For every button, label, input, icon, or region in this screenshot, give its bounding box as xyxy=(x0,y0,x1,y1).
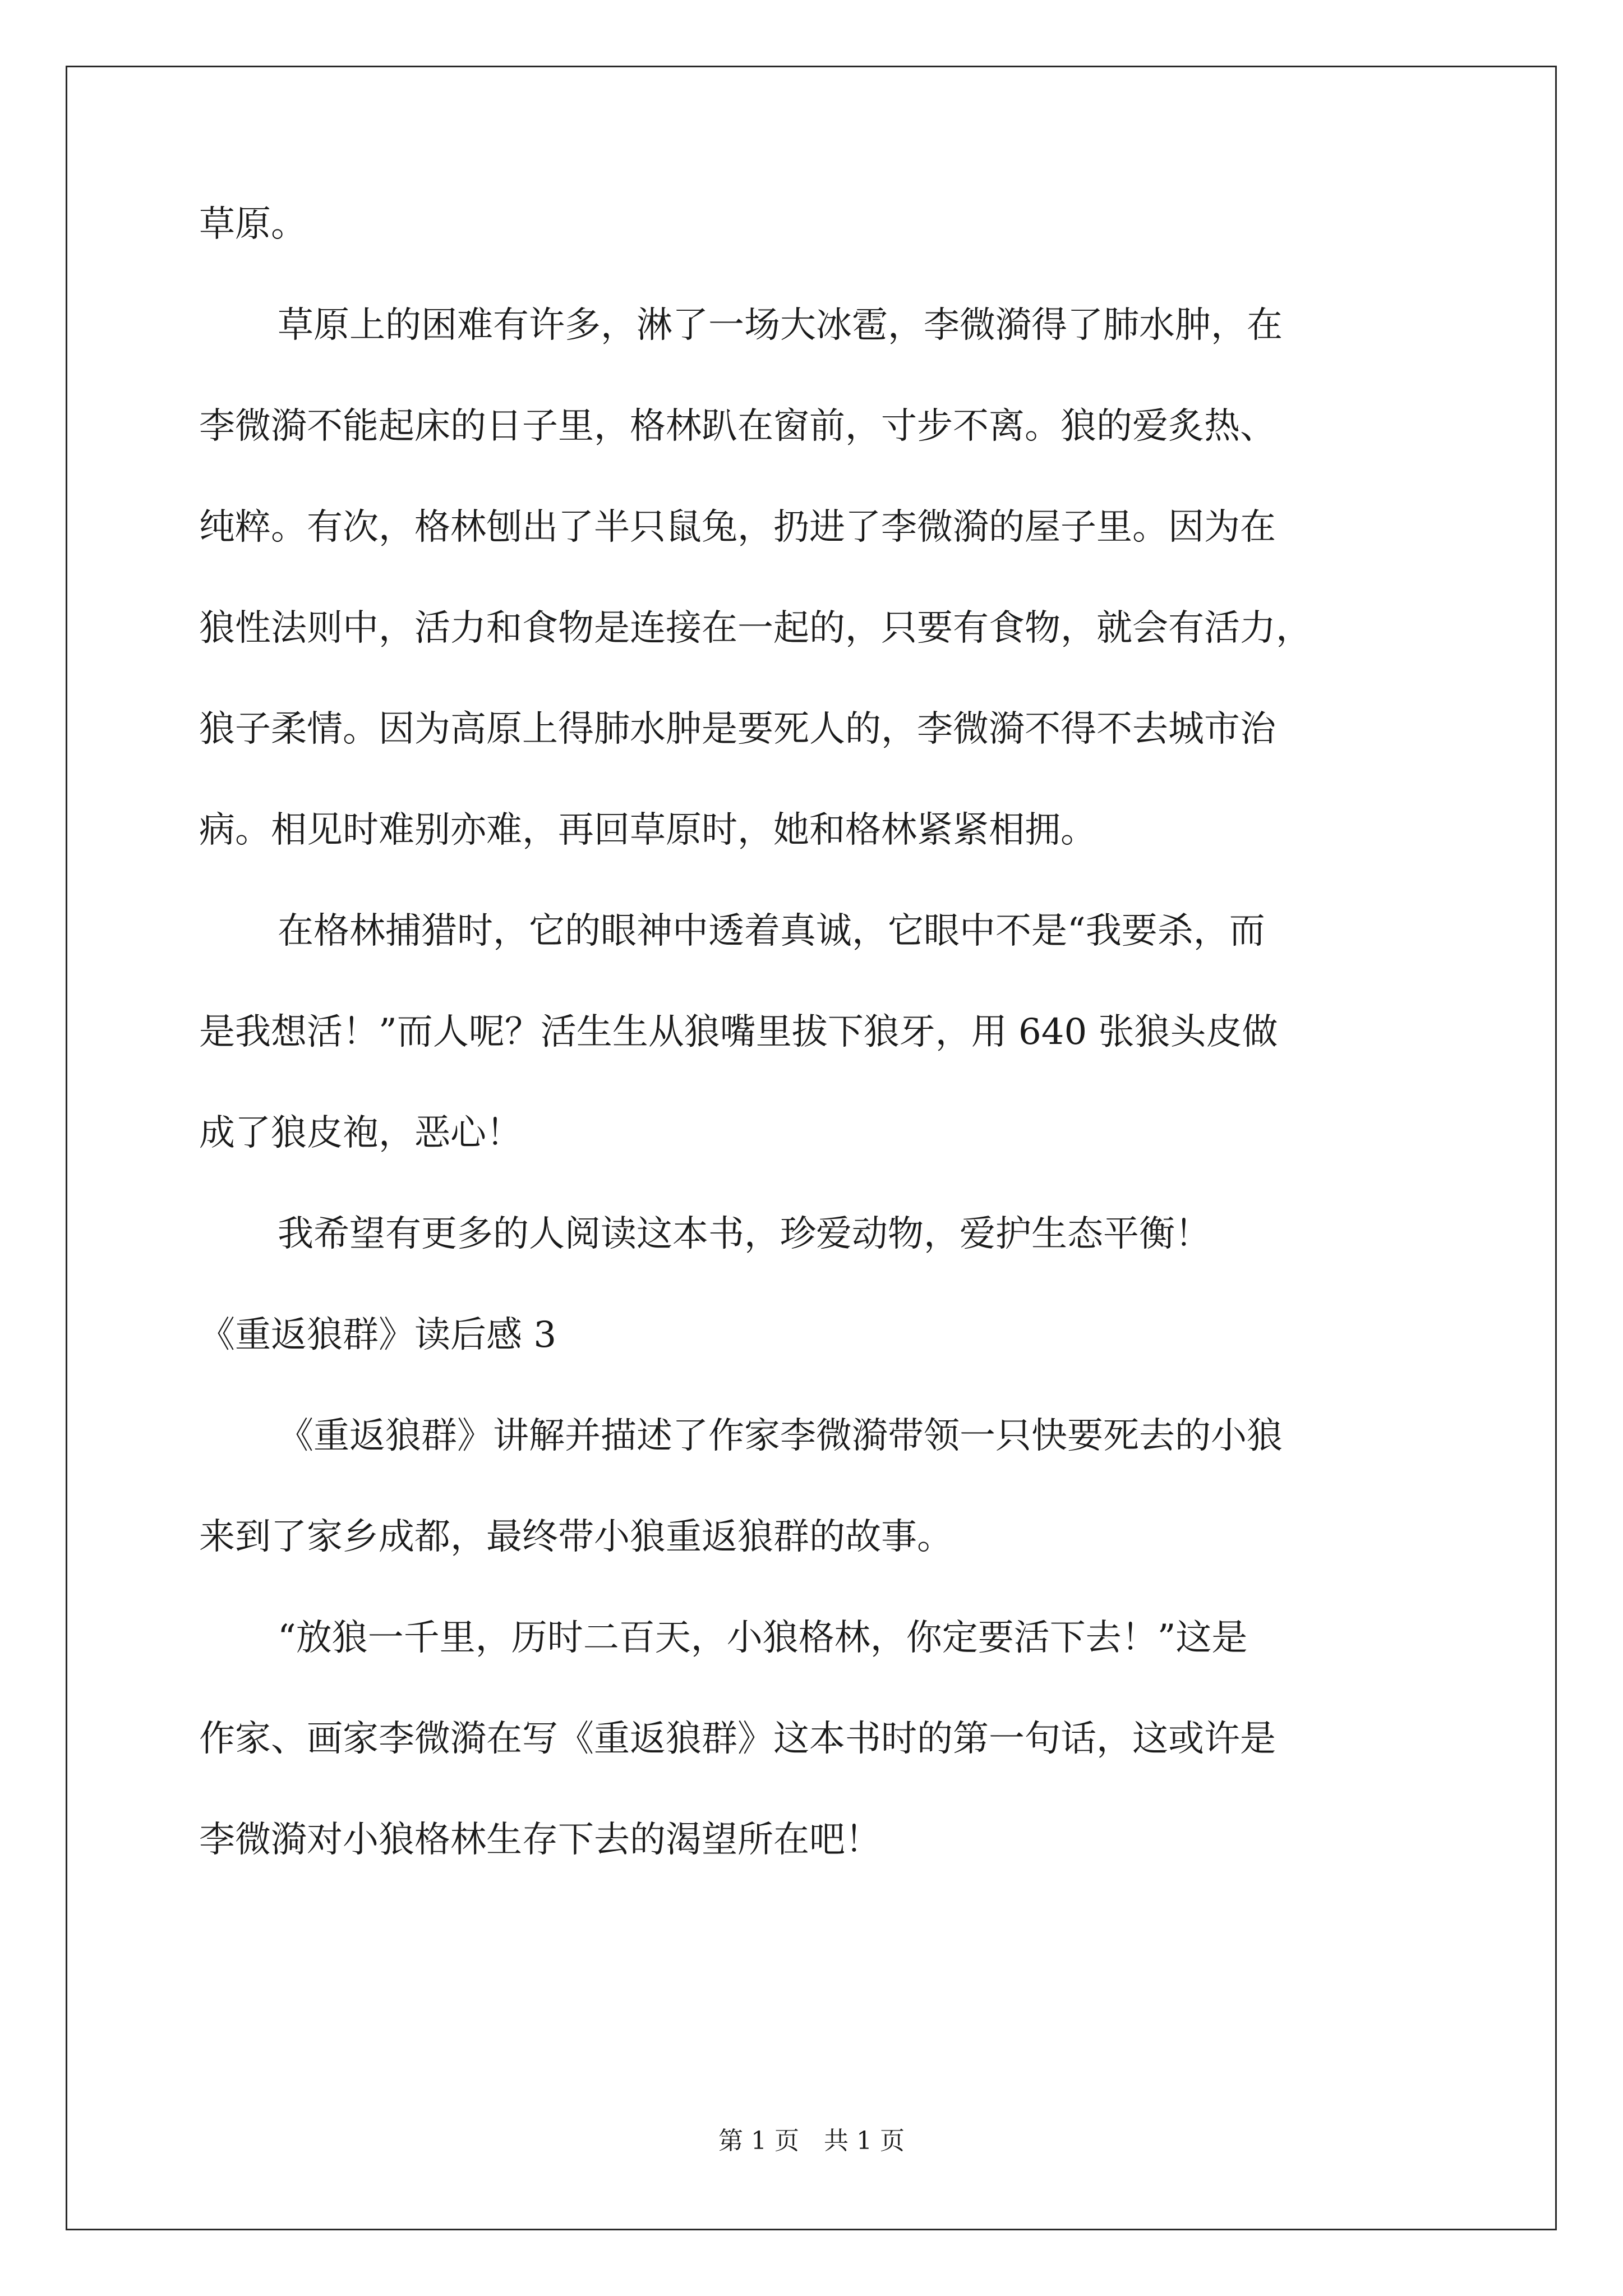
paragraph-line: 草原上的困难有许多，淋了一场大冰雹，李微漪得了肺水肿，在 xyxy=(278,305,1283,346)
paragraph-line: 在格林捕猎时，它的眼神中透着真诚，它眼中不是“我要杀，而 xyxy=(278,910,1265,952)
page-footer: 第 1 页 共 1 页 xyxy=(718,2127,905,2155)
paragraph-line: 作家、画家李微漪在写《重返狼群》这本书时的第一句话，这或许是 xyxy=(199,1718,1276,1760)
paragraph-line: 狼性法则中，活力和食物是连接在一起的，只要有食物，就会有活力， xyxy=(199,608,1312,649)
paragraph-line: 我希望有更多的人阅读这本书，珍爱动物，爱护生态平衡！ xyxy=(278,1213,1211,1255)
paragraph-line: 草原。 xyxy=(199,204,307,245)
paragraph-line: “放狼一千里，历时二百天，小狼格林，你定要活下去！”这是 xyxy=(278,1617,1248,1659)
paragraph-line: 李微漪不能起床的日子里，格林趴在窗前，寸步不离。狼的爱炙热、 xyxy=(199,406,1276,447)
document-body xyxy=(199,206,1444,1923)
paragraph-line: 纯粹。有次，格林刨出了半只鼠兔，扔进了李微漪的屋子里。因为在 xyxy=(199,507,1276,548)
paragraph-line: 来到了家乡成都，最终带小狼重返狼群的故事。 xyxy=(199,1516,953,1558)
paragraph-line: 《重返狼群》讲解并描述了作家李微漪带领一只快要死去的小狼 xyxy=(278,1415,1283,1457)
paragraph-line: 是我想活！”而人呢？活生生从狼嘴里拔下狼牙，用 640 张狼头皮做 xyxy=(199,1011,1278,1053)
paragraph-line: 病。相见时难别亦难，再回草原时，她和格林紧紧相拥。 xyxy=(199,809,1096,851)
section-heading: 《重返狼群》读后感 3 xyxy=(199,1314,557,1356)
paragraph-line: 成了狼皮袍，恶心！ xyxy=(199,1112,522,1154)
paragraph-line: 李微漪对小狼格林生存下去的渴望所在吧！ xyxy=(199,1819,881,1861)
paragraph-line: 狼子柔情。因为高原上得肺水肿是要死人的，李微漪不得不去城市治 xyxy=(199,708,1276,750)
